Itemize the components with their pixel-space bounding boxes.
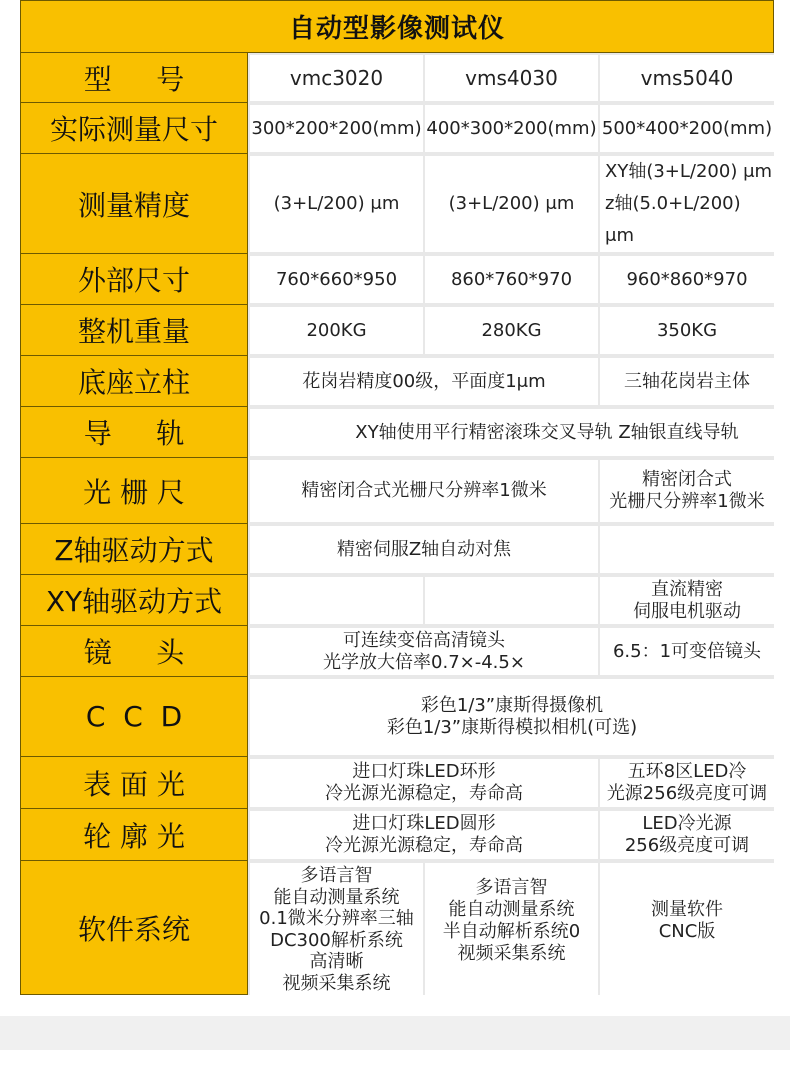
accuracy-cell-3: XY轴(3+L/200) μm z轴(5.0+L/200) μm	[600, 156, 774, 252]
row-label-ccd: C C D	[20, 677, 248, 757]
row-label-z-drive: Z轴驱动方式	[20, 524, 248, 575]
row-label-contour-light: 轮 廓 光	[20, 809, 248, 861]
row-label-base: 底座立柱	[20, 356, 248, 407]
outer-size-cell-2: 860*760*970	[425, 256, 598, 303]
surface-light-cell-12: 进口灯珠LED环形 冷光源光源稳定，寿命高	[250, 759, 598, 807]
row-label-guide: 导 轨	[20, 407, 248, 458]
guide-cell-123: XY轴使用平行精密滚珠交叉导轨 Z轴银直线导轨	[250, 409, 774, 456]
model-cell-2: vms4030	[425, 55, 598, 101]
row-label-lens: 镜 头	[20, 626, 248, 677]
measure-size-cell-3: 500*400*200(mm)	[600, 105, 774, 152]
base-cell-3: 三轴花岗岩主体	[600, 358, 774, 405]
weight-cell-3: 350KG	[600, 307, 774, 354]
software-cell-1: 多语言智 能自动测量系统 0.1微米分辨率三轴 DC300解析系统 高清晰 视频采集系统	[250, 863, 423, 995]
bottom-band	[0, 1016, 790, 1050]
row-label-accuracy: 测量精度	[20, 154, 248, 254]
grating-cell-3: 精密闭合式 光栅尺分辨率1微米	[600, 460, 774, 522]
row-label-measure-size: 实际测量尺寸	[20, 103, 248, 154]
software-cell-2: 多语言智 能自动测量系统 半自动解析系统0 视频采集系统	[425, 863, 598, 995]
weight-cell-1: 200KG	[250, 307, 423, 354]
row-label-weight: 整机重量	[20, 305, 248, 356]
row-label-software: 软件系统	[20, 861, 248, 995]
ccd-cell-123: 彩色1/3”康斯得摄像机 彩色1/3”康斯得模拟相机(可选)	[250, 679, 774, 755]
row-label-model: 型 号	[20, 53, 248, 103]
measure-size-cell-1: 300*200*200(mm)	[250, 105, 423, 152]
lens-cell-12: 可连续变倍高清镜头 光学放大倍率0.7×-4.5×	[250, 628, 598, 675]
xy-drive-cell-3: 直流精密 伺服电机驱动	[600, 577, 774, 624]
surface-light-cell-3: 五环8区LED冷 光源256级亮度可调	[600, 759, 774, 807]
outer-size-cell-1: 760*660*950	[250, 256, 423, 303]
grating-cell-12: 精密闭合式光栅尺分辨率1微米	[250, 460, 598, 522]
z-drive-cell-12: 精密伺服Z轴自动对焦	[250, 526, 598, 573]
lens-cell-3: 6.5：1可变倍镜头	[600, 628, 774, 675]
xy-drive-cell-1	[250, 577, 423, 624]
accuracy-cell-2: (3+L/200) μm	[425, 156, 598, 252]
model-cell-1: vmc3020	[250, 55, 423, 101]
spec-table	[20, 0, 774, 995]
base-cell-12: 花岗岩精度00级，平面度1μm	[250, 358, 598, 405]
row-label-grating: 光 栅 尺	[20, 458, 248, 524]
row-label-xy-drive: XY轴驱动方式	[20, 575, 248, 626]
accuracy-cell-1: (3+L/200) μm	[250, 156, 423, 252]
measure-size-cell-2: 400*300*200(mm)	[425, 105, 598, 152]
row-label-surface-light: 表 面 光	[20, 757, 248, 809]
software-cell-3: 测量软件 CNC版	[600, 863, 774, 995]
outer-size-cell-3: 960*860*970	[600, 256, 774, 303]
xy-drive-cell-2	[425, 577, 598, 624]
contour-light-cell-12: 进口灯珠LED圆形 冷光源光源稳定，寿命高	[250, 811, 598, 859]
model-cell-3: vms5040	[600, 55, 774, 101]
contour-light-cell-3: LED冷光源 256级亮度可调	[600, 811, 774, 859]
row-label-outer-size: 外部尺寸	[20, 254, 248, 305]
z-drive-cell-3	[600, 526, 774, 573]
weight-cell-2: 280KG	[425, 307, 598, 354]
table-title: 自动型影像测试仪	[20, 0, 774, 53]
